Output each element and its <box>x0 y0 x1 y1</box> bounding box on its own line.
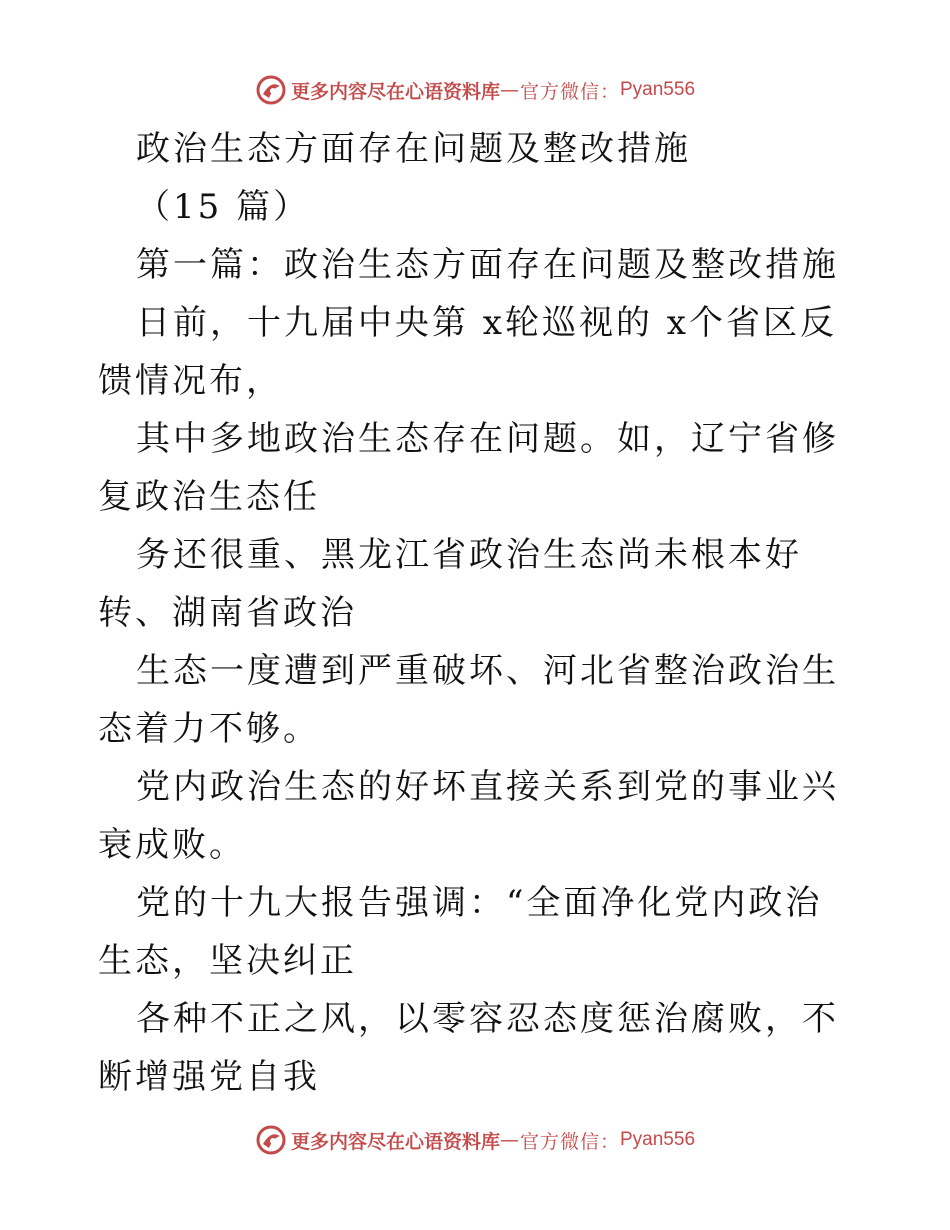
paragraph: 第一篇：政治生态方面存在问题及整改措施 <box>136 245 839 285</box>
document-body <box>98 120 858 1106</box>
document-count: （15 篇） <box>136 187 311 227</box>
document-title: 政治生态方面存在问题及整改措施 <box>136 129 691 169</box>
paragraph: 党的十九大报告强调：“全面净化党内政治生态，坚决纠正 <box>98 883 823 981</box>
footer-banner <box>0 1120 950 1160</box>
banner-slogan: 更多内容尽在心语资料库 <box>290 1130 500 1153</box>
paragraph: 党内政治生态的好坏直接关系到党的事业兴衰成败。 <box>98 767 839 865</box>
paragraph: 生态一度遭到严重破坏、河北省整治政治生态着力不够。 <box>98 651 839 749</box>
banner-wechat-id: Pyan556 <box>620 79 696 100</box>
red-swirl-logo-icon <box>255 74 287 106</box>
banner-wechat-label: 官方微信： <box>519 80 620 103</box>
banner-dash: — <box>499 79 520 101</box>
paragraph: 其中多地政治生态存在问题。如，辽宁省修复政治生态任 <box>98 419 839 517</box>
paragraph: 日前，十九届中央第 x轮巡视的 x个省区反馈情况布， <box>98 303 837 401</box>
banner-slogan: 更多内容尽在心语资料库 <box>290 80 500 103</box>
header-banner <box>0 70 950 110</box>
paragraph: 务还很重、黑龙江省政治生态尚未根本好转、湖南省政治 <box>98 535 802 633</box>
banner-wechat-id: Pyan556 <box>620 1129 696 1150</box>
red-swirl-logo-icon <box>255 1124 287 1156</box>
banner-dash: — <box>499 1129 520 1151</box>
banner-wechat-label: 官方微信： <box>519 1130 620 1153</box>
paragraph: 各种不正之风，以零容忍态度惩治腐败，不断增强党自我 <box>98 999 839 1097</box>
